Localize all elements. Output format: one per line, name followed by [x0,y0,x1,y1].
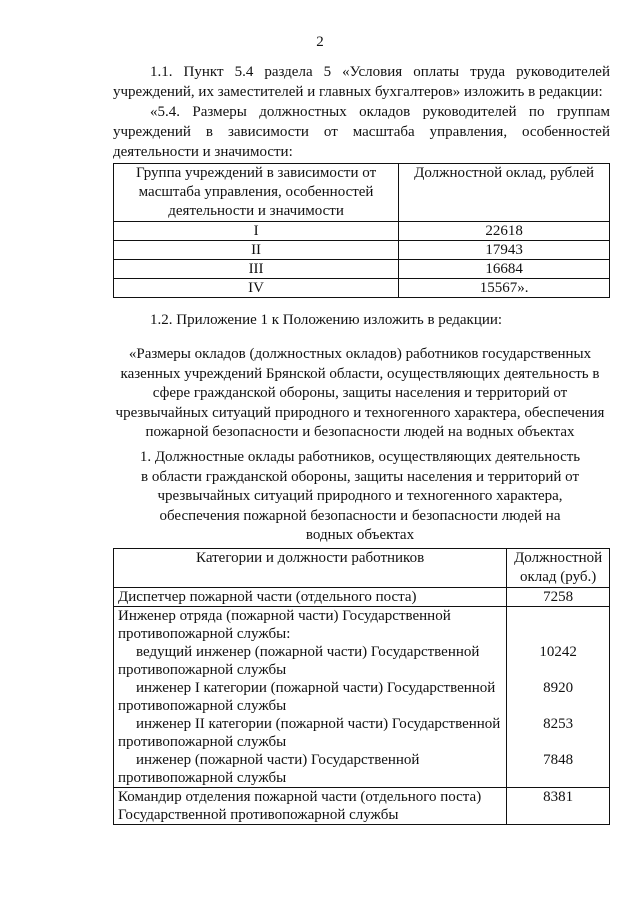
header-salary: Должностной оклад (руб.) [507,549,610,588]
table-header-row [114,549,610,588]
engineer-subitem [118,751,502,787]
table-row [114,788,610,825]
paragraph-5-4: «5.4. Размеры должностных окладов руководителей по группам учреждений в зависимости от масштаба управления, особенностей деятельности и значимости: [113,104,610,160]
engineer-subitem [118,643,502,679]
salary-value: 8253 [543,716,574,732]
table-row [114,222,610,241]
salary-groups-table [113,163,610,298]
appendix-title: «Размеры окладов (должностных окладов) работников государственных казенных учреждений Брянской области, осуществляющих деятельность в сфере гражданской обороны, защиты населения и территорий от чрезвычайных ситуаций природного и техногенного характера, обеспечения пожарной безопасности и безопасности людей на водных объектах [115,346,605,440]
engineer-title: инженер II категории (пожарной части) Государственной противопожарной службы [118,716,501,750]
page-number: 2 [316,34,324,50]
table-row [114,588,610,607]
engineer-subitem [118,679,502,715]
table-row [114,241,610,260]
salary-value: 10242 [539,644,577,660]
header-group: Группа учреждений в зависимости от масштаба управления, особенностей деятельности и значимости [114,164,399,222]
paragraph-1-2: 1.2. Приложение 1 к Положению изложить в редакции: [150,312,503,328]
engineer-group-cell [114,607,507,788]
engineer-group-title: Инженер отряда (пожарной части) Государственной противопожарной службы: [118,608,451,642]
header-category: Категории и должности работников [114,549,507,588]
table-header-row [114,164,610,222]
group-cell: III [114,260,399,279]
section-1-title: 1. Должностные оклады работников, осуществляющих деятельность в области гражданской обороны, защиты населения и территорий от чрезвычайных ситуаций природного и техногенного характера, обеспечения пожарной безопасности и безопасности людей на водных объектах [139,449,581,543]
engineer-salary-cell [507,607,610,788]
group-cell: IV [114,279,399,298]
salary-cell: 7258 [507,588,610,607]
group-cell: II [114,241,399,260]
salary-value: 7848 [543,752,574,768]
salary-cell: 16684 [399,260,610,279]
positions-salary-table [113,548,610,825]
engineer-subitem [118,715,502,751]
position-cell: Командир отделения пожарной части (отдельного поста) Государственной противопожарной службы [114,788,507,825]
engineer-title: инженер (пожарной части) Государственной противопожарной службы [118,752,420,786]
table-row [114,607,610,788]
group-cell: I [114,222,399,241]
salary-value: 8920 [543,680,574,696]
salary-cell: 22618 [399,222,610,241]
salary-cell: 8381 [507,788,610,825]
engineer-title: инженер I категории (пожарной части) Государственной противопожарной службы [118,680,496,714]
salary-cell: 17943 [399,241,610,260]
paragraph-1-1: 1.1. Пункт 5.4 раздела 5 «Условия оплаты труда руководителей учреждений, их заместителей и главных бухгалтеров» изложить в редакции: [113,64,610,100]
salary-cell: 15567». [399,279,610,298]
table-row [114,260,610,279]
engineer-title: ведущий инженер (пожарной части) Государственной противопожарной службы [118,644,480,678]
table-row [114,279,610,298]
position-cell: Диспетчер пожарной части (отдельного поста) [114,588,507,607]
header-salary: Должностной оклад, рублей [399,164,610,222]
